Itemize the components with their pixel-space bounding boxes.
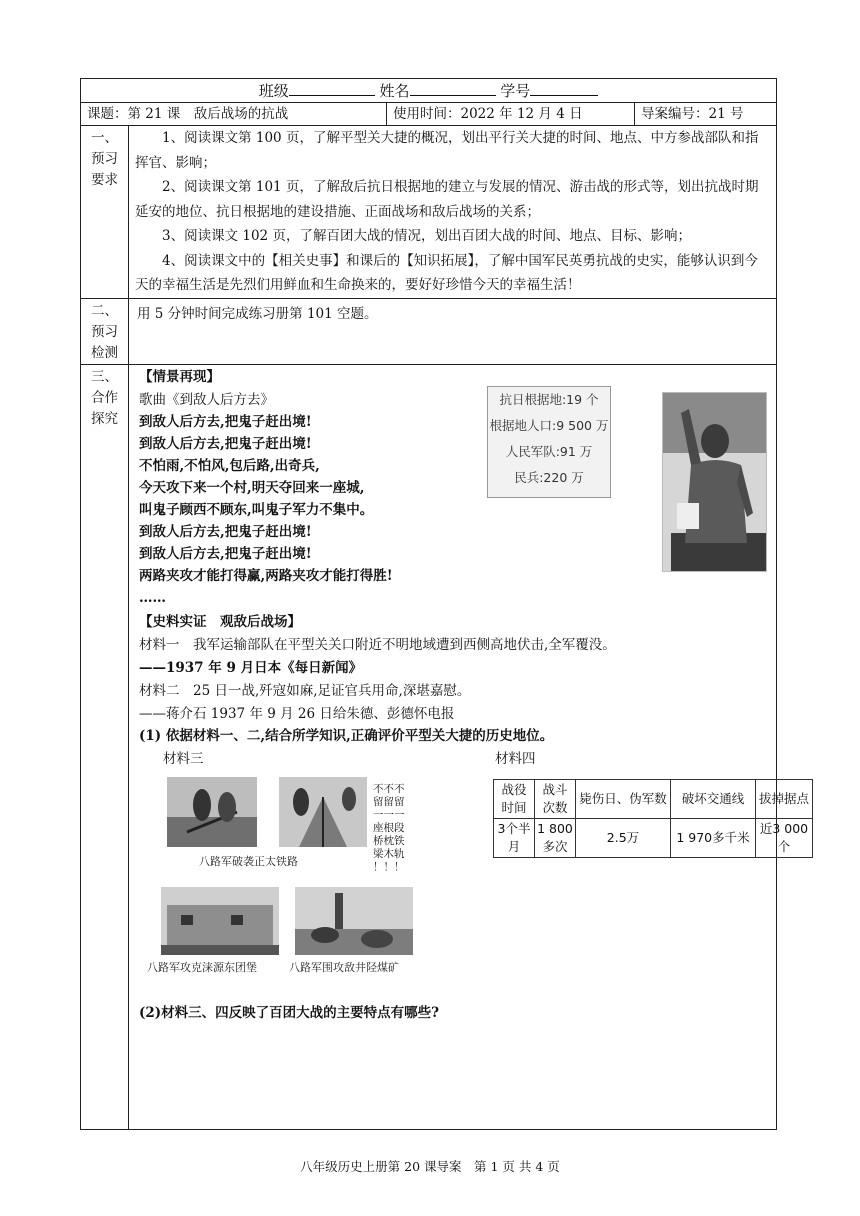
- stat-line: 民兵:220 万: [514, 469, 584, 485]
- hundred-regiments-table: [493, 779, 813, 858]
- table-header-cell: 战斗次数: [535, 779, 576, 818]
- stat-line: 抗日根据地:19 个: [499, 391, 599, 407]
- evidence-title: 【史料实证 观敌后战场】: [139, 613, 301, 630]
- section-label-preview-check: 二、 预习 检测: [81, 298, 129, 364]
- portrait-image: [663, 393, 766, 571]
- sabotage-slogan: 不不不 留留留 一一一 座根段 桥枕铁 梁木轨 ！！！: [373, 782, 405, 873]
- answer-space[interactable]: [139, 1027, 769, 1123]
- jingxing-mine-photo: [295, 887, 413, 955]
- dongtuanbao-photo: [161, 887, 279, 955]
- caption-jingxing-mine: 八路军围攻敌井陉煤矿: [289, 960, 399, 974]
- name-blank[interactable]: [410, 79, 496, 96]
- lyric-line: 两路夹攻才能打得赢,两路夹攻才能打得胜!: [139, 567, 393, 584]
- material-1-source: ——1937 年 9 月日本《每日新闻》: [139, 659, 363, 676]
- table-header-cell: 拔掉据点: [756, 779, 813, 818]
- requirement-3: 3、阅读课文 102 页，了解百团大战的情况，划出百团大战的时间、地点、目标、影响；: [162, 228, 691, 244]
- leader-portrait-photo: [662, 392, 767, 572]
- question-2: (2)材料三、四反映了百团大战的主要特点有哪些?: [139, 1004, 440, 1021]
- guide-code: 导案编号：21 号: [641, 106, 744, 122]
- table-header-cell: 战役时间: [494, 779, 535, 818]
- use-date: 使用时间：2022 年 12 月 4 日: [387, 103, 635, 125]
- material-2: 材料二 25 日一战,歼寇如麻,足证官兵用命,深堪嘉慰。: [139, 682, 471, 699]
- caption-zhengtai-railway: 八路军破袭正太铁路: [199, 854, 298, 868]
- number-label: 学号: [500, 82, 531, 100]
- table-cell: 2.5万: [576, 818, 671, 857]
- number-blank[interactable]: [530, 79, 598, 96]
- material-3-label: 材料三: [163, 750, 204, 767]
- song-title: 歌曲《到敌人后方去》: [139, 391, 274, 408]
- preview-requirements: [129, 126, 777, 299]
- material-2-source: ——蒋介石 1937 年 9 月 26 日给朱德、彭德怀电报: [139, 705, 455, 722]
- preview-check-text: 用 5 分钟时间完成练习册第 101 空题。: [137, 305, 378, 322]
- student-info-row: [81, 79, 777, 103]
- material-1: 材料一 我军运输部队在平型关关口附近不明地域遭到西侧高地伏击,全军覆没。: [139, 636, 616, 653]
- lyric-line: 到敌人后方去,把鬼子赶出境!: [139, 435, 312, 452]
- lyric-line: ……: [139, 589, 166, 606]
- question-1: (1) 依据材料一、二,结合所学知识,正确评价平型关大捷的历史地位。: [139, 727, 554, 744]
- requirement-2: 2、阅读课文第 101 页，了解敌后抗日根据地的建立与发展的情况、游击战的形式等，划出抗战时期延安的地位、抗日根据地的建设措施、正面战场和敌后战场的关系；: [135, 179, 759, 220]
- worksheet-table: [80, 78, 809, 1130]
- preview-check: [129, 298, 777, 364]
- table-cell: 近3 000个: [756, 818, 813, 857]
- material-4-label: 材料四: [495, 750, 536, 767]
- lesson-topic: 课题：第 21 课 敌后战场的抗战: [81, 103, 387, 125]
- table-cell: 1 800多次: [535, 818, 576, 857]
- section-label-preview-req: 一、 预习 要求: [81, 126, 129, 299]
- page-footer: 八年级历史上册第 20 课导案 第 1 页 共 4 页: [300, 1159, 560, 1174]
- lyric-line: 不怕雨,不怕风,包后路,出奇兵,: [139, 457, 320, 474]
- requirement-1: 1、阅读课文第 100 页，了解平型关大捷的概况，划出平行关大捷的时间、地点、中方参战部队和指挥官、影响；: [135, 130, 759, 171]
- cooperative-inquiry: [129, 364, 809, 1129]
- caption-dongtuanbao: 八路军攻克涞源东团堡: [147, 960, 257, 974]
- table-cell: 3个半月: [494, 818, 535, 857]
- table-cell: 1 970多千米: [671, 818, 756, 857]
- railway-sabotage-photo-1: [167, 777, 257, 847]
- class-label: 班级: [258, 82, 289, 100]
- name-label: 姓名: [379, 82, 410, 100]
- section-label-cooperate: 三、 合作 探究: [81, 364, 129, 1129]
- railway-sabotage-photo-2: [279, 777, 367, 847]
- stat-line: 根据地人口:9 500 万: [489, 417, 609, 433]
- table-header-cell: 破坏交通线: [671, 779, 756, 818]
- lyric-line: 到敌人后方去,把鬼子赶出境!: [139, 413, 312, 430]
- meta-row: [81, 103, 777, 126]
- lyric-line: 到敌人后方去,把鬼子赶出境!: [139, 523, 312, 540]
- lyric-line: 今天攻下来一个村,明天夺回来一座城,: [139, 479, 365, 496]
- class-blank[interactable]: [289, 79, 375, 96]
- lyric-line: 叫鬼子顾西不顾东,叫鬼子军力不集中。: [139, 501, 374, 518]
- lyric-line: 到敌人后方去,把鬼子赶出境!: [139, 545, 312, 562]
- requirement-4: 4、阅读课文中的【相关史事】和课后的【知识拓展】，了解中国军民英勇抗战的史实，能够认识到今天的幸福生活是先烈们用鲜血和生命换来的，要好好珍惜今天的幸福生活！: [135, 252, 758, 293]
- stat-line: 人民军队:91 万: [505, 443, 593, 459]
- base-area-stats-box: [487, 386, 611, 498]
- table-header-cell: 毙伤日、伪军数: [576, 779, 671, 818]
- scene-title: 【情景再现】: [139, 368, 220, 385]
